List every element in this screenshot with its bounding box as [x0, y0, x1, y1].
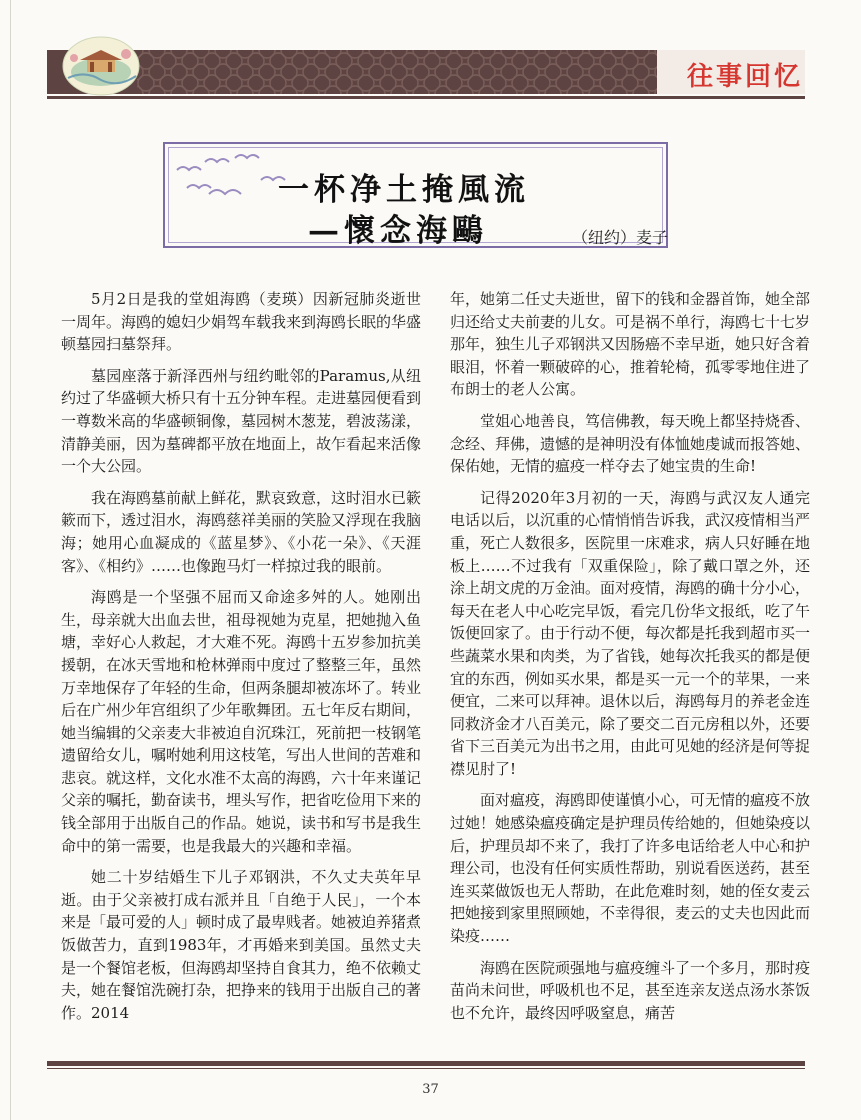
paragraph: 海鸥是一个坚强不屈而又命途多舛的人。她刚出生，母亲就大出血去世，祖母视她为克星，把她抛入鱼塘，幸好心人救起，才大难不死。海鸥十五岁参加抗美援朝，在冰天雪地和枪林弹雨中度过了整整三年，虽然万幸地保存了年轻的生命，但两条腿却被冻坏了。转业后在广州少年宫组织了少年歌舞团。五七年反右期间，她当编辑的父亲麦大非被迫自沉珠江，死前把一枝钢笔遗留给女儿，嘱咐她利用这枝笔，写出人世间的苦难和悲哀。就这样，文化水准不太高的海鸥，六十年来谨记父亲的嘱托，勤奋读书，埋头写作，把省吃俭用下来的钱全部用于出版自己的作品。她说，读书和写书是我生命中的第一需要，也是我最大的兴趣和幸福。 [61, 588, 422, 855]
author-byline: （纽约）麦子 [572, 228, 669, 247]
paragraph: 她二十岁结婚生下儿子邓钢洪，不久丈夫英年早逝。由于父亲被打成右派并且「自绝于人民」，一个本来是「最可爱的人」顿时成了最卑贱者。她被迫养猪煮饭做苦力，直到1983年，才再婚来到美国。虽然丈夫是一个餐馆老板，但海鸥却坚持自食其力，绝不依赖丈夫，她在餐馆洗碗打杂，把挣来的钱用于出版自己的著作。2014 [61, 868, 422, 1022]
paragraph: 面对瘟疫，海鸥即使谨慎小心，可无情的瘟疫不放过她！她感染瘟疫确定是护理员传给她的，但她染疫以后，护理员却不来了，我打了许多电话给老人中心和护理公司，也没有任何实质性帮助，别说看医送药，甚至连买菜做饭也无人帮助，在此危难时刻，她的侄女麦云把她接到家里照顾她，不幸得很，麦云的丈夫也因此而染疫…… [450, 791, 811, 946]
page-edge-shadow [10, 0, 11, 1120]
paragraph: 记得2020年3月初的一天，海鸥与武汉友人通完电话以后，以沉重的心情悄悄告诉我，武汉疫情相当严重，死亡人数很多，医院里一床难求，病人只好睡在地板上……不过我有「双重保险」，除了戴口罩之外，还涂上胡文虎的万金油。面对疫情，海鸥的确十分小心，每天在老人中心吃完早饭，看完几份华文报纸，吃了午饭便回家了。由于行动不便，每次都是托我到超市买一些蔬菜水果和肉类，为了省钱，她每次托我买的都是便宜的东西，例如买水果，都是买一元一个的苹果，一来便宜，二来可以拜神。退休以后，海鸥每月的养老金连同救济金才八百美元，除了要交二百元房租以外，还要省下三百美元为出书之用，由此可见她的经济是何等捉襟见肘了! [450, 488, 811, 778]
paragraph: 海鸥在医院顽强地与瘟疫缠斗了一个多月，那时疫苗尚未问世，呼吸机也不足，甚至连亲友送点汤水茶饭也不允许，最终因呼吸窒息，痛苦 [450, 958, 811, 1022]
paragraph: 墓园座落于新泽西州与纽约毗邻的Paramus,从纽约过了华盛顿大桥只有十五分钟车程。走进墓园便看到一尊数米高的华盛顿铜像，墓园树木葱茏，碧波荡漾，清静美丽，因为墓碑都平放在地面上，故乍看起来活像一个大公园。 [61, 366, 422, 476]
section-label: 往事回忆 [686, 62, 803, 92]
right-column [450, 288, 810, 1033]
paragraph: 年，她第二任丈夫逝世，留下的钱和金器首饰，她全部归还给丈夫前妻的儿女。可是祸不单行，海鸥七十七岁那年，独生儿子邓钢洪又因肠癌不幸早逝，她只好含着眼泪，怀着一颗破碎的心，推着轮椅，孤零零地住进了布朗士的老人公寓。 [450, 290, 811, 399]
left-column [61, 288, 421, 1033]
paragraph: 堂姐心地善良，笃信佛教，每天晚上都坚持烧香、念经、拜佛，遗憾的是神明没有体恤她虔诚而报答她、保佑她，无情的瘟疫一样夺去了她宝贵的生命! [450, 411, 811, 476]
footer-thin-rule [47, 1068, 805, 1069]
header-underline [47, 96, 805, 99]
page-number: 37 [422, 1082, 439, 1097]
paragraph: 5月2日是我的堂姐海鸥（麦瑛）因新冠肺炎逝世一周年。海鸥的媳妇少娟驾车载我来到海鸥长眠的华盛顿墓园扫墓祭拜。 [61, 290, 422, 354]
article-subtitle: —懷念海鷗 [308, 213, 488, 249]
pavilion-landscape-emblem [60, 30, 142, 96]
footer-rule [47, 1061, 805, 1066]
article-title: 一杯净土掩風流 [278, 172, 530, 208]
birds-decoration-icon [175, 150, 295, 210]
paragraph: 我在海鸥墓前献上鲜花，默哀致意，这时泪水已簌簌而下，透过泪水，海鸥慈祥美丽的笑脸又浮现在我脑海；她用心血凝成的《蓝星梦》、《小花一朵》、《天涯客》、《相约》……也像跑马灯一样掠过我的眼前。 [61, 488, 422, 575]
